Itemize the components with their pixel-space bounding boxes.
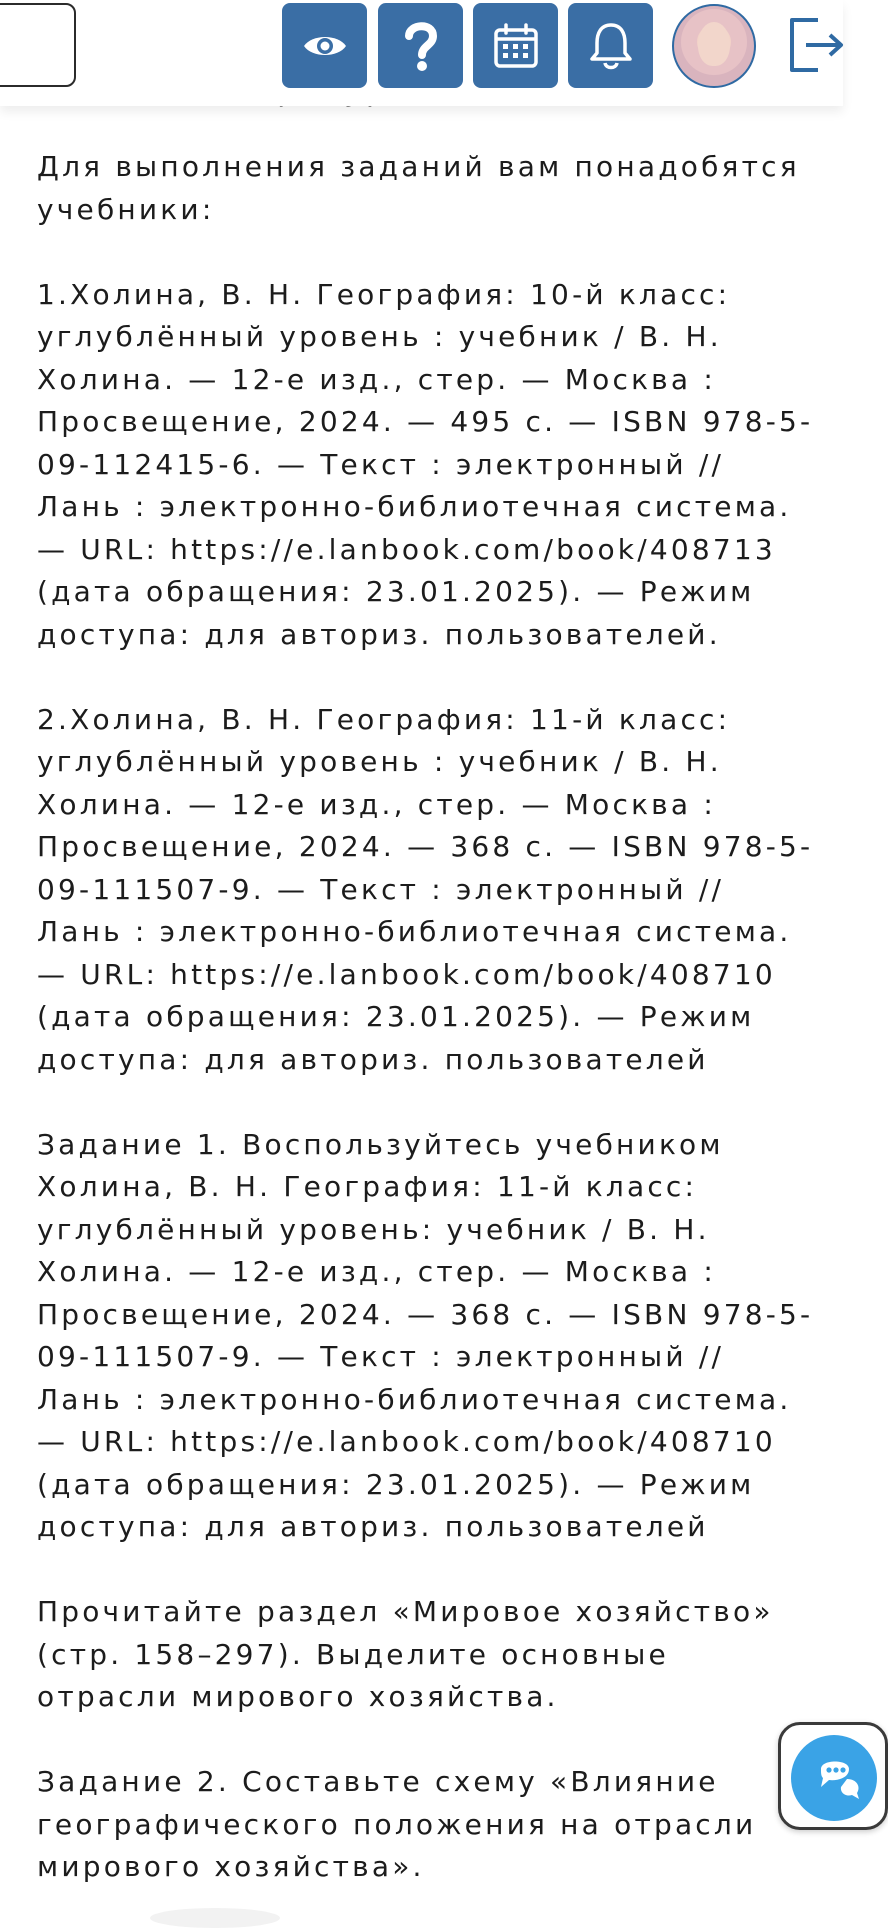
- calendar-icon: [493, 23, 539, 69]
- eye-icon: [302, 31, 348, 61]
- menu-button[interactable]: [0, 3, 76, 87]
- reading-instruction: Прочитайте раздел «Мировое хозяйство» (стр. 158–297). Выделите основные отрасли мирового хозяйства.: [37, 1595, 774, 1713]
- book-reference-1: 1.Холина, В. Н. География: 10-й класс: углублённый уровень : учебник / В. Н. Холина. — 12-е изд., стер. — Москва : Просвещение, 2024. — 495 с. — ISBN 978-5- 09-112415-6. — Текст : электронный // Лань : электронно-библиотечная система. — URL: https://e.lanbook.com/book/408713 (дата обращения: 23.01.2025). — Режим доступа: для авториз. пользователей.: [37, 277, 814, 651]
- chat-widget-button[interactable]: [778, 1722, 888, 1830]
- logout-button[interactable]: [784, 14, 844, 76]
- eye-button[interactable]: [282, 3, 367, 88]
- calendar-button[interactable]: [473, 3, 558, 88]
- notifications-button[interactable]: [568, 3, 653, 88]
- logout-icon: [784, 14, 844, 76]
- bell-icon: [589, 21, 633, 71]
- bottom-scroll-hint: [150, 1908, 280, 1928]
- intro-paragraph: Для выполнения заданий вам понадобятся учебники:: [37, 150, 800, 226]
- chat-icon: [791, 1735, 877, 1821]
- task-2-paragraph: Задание 2. Составьте схему «Влияние географического положения на отрасли мирового хозяйства».: [37, 1765, 757, 1883]
- avatar[interactable]: [672, 4, 756, 88]
- question-icon: [403, 20, 439, 72]
- book-reference-2: 2.Холина, В. Н. География: 11-й класс: углублённый уровень : учебник / В. Н. Холина. — 12-е изд., стер. — Москва : Просвещение, 2024. — 368 с. — ISBN 978-5- 09-111507-9. — Текст : электронный // Лань : электронно-библиотечная система. — URL: https://e.lanbook.com/book/408710 (дата обращения: 23.01.2025). — Режим доступа: для авториз. пользователей: [37, 702, 814, 1076]
- help-button[interactable]: [378, 3, 463, 88]
- assignment-text: [37, 146, 827, 1931]
- top-bar: [0, 0, 843, 106]
- avatar-face: [698, 22, 730, 66]
- task-1-paragraph: Задание 1. Воспользуйтесь учебником Холина, В. Н. География: 11-й класс: углублённый уровень: учебник / В. Н. Холина. — 12-е изд., стер. — Москва : Просвещение, 2024. — 368 с. — ISBN 978-5- 09-111507-9. — Текст : электронный // Лань : электронно-библиотечная система. — URL: https://e.lanbook.com/book/408710 (дата обращения: 23.01.2025). — Режим доступа: для авториз. пользователей: [37, 1127, 814, 1543]
